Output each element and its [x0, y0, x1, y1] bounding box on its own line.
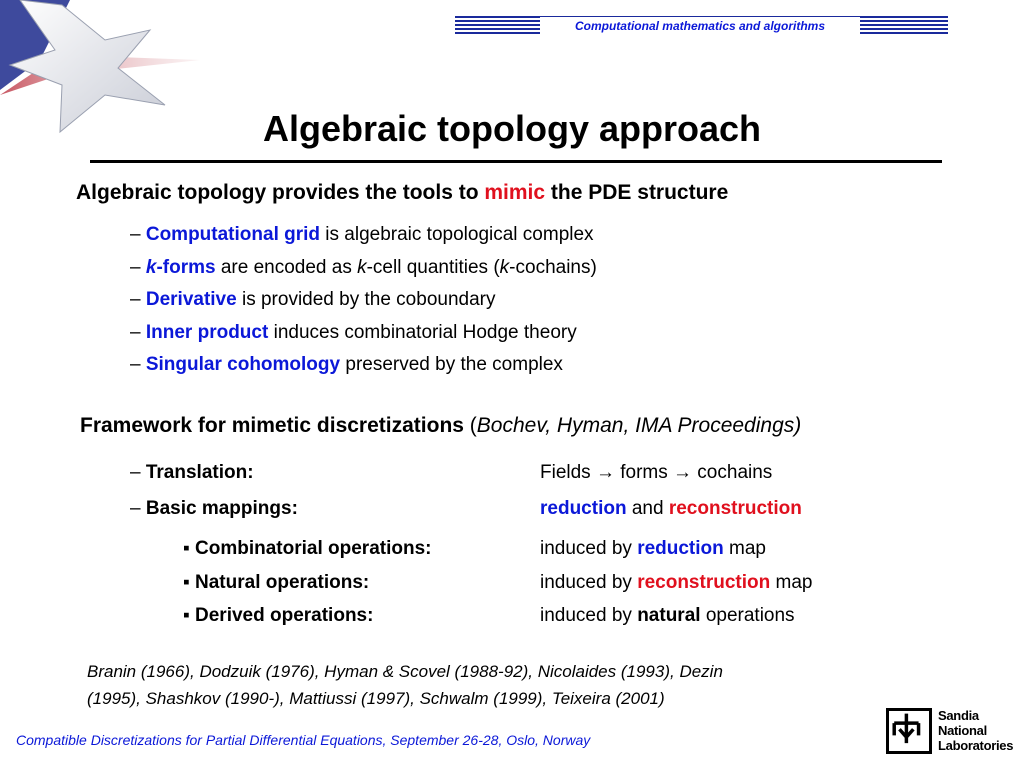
ops-label: ▪ Derived operations:	[183, 605, 374, 626]
mappings-value: reduction and reconstruction	[540, 498, 802, 519]
list-item: – k-forms are encoded as k-cell quantities (k-cochains)	[130, 257, 597, 278]
ops-value: induced by reduction map	[540, 538, 766, 559]
list-item: – Derivative is provided by the coboundary	[130, 289, 496, 310]
thunderbird-icon	[886, 708, 932, 754]
bullet-icon: ▪	[183, 572, 196, 593]
slide-title: Algebraic topology approach	[262, 108, 762, 149]
translation-label: – Translation:	[130, 462, 254, 483]
references	[87, 658, 887, 712]
title-divider	[90, 160, 942, 163]
ops-label: ▪ Combinatorial operations:	[183, 538, 432, 559]
section2-heading: Framework for mimetic discretizations (Bochev, Hyman, IMA Proceedings)	[80, 414, 802, 437]
arrow-icon: →	[595, 462, 615, 483]
ops-value: induced by natural operations	[540, 605, 795, 626]
list-item: – Inner product induces combinatorial Hodge theory	[130, 322, 577, 343]
bullet-icon: ▪	[183, 605, 196, 626]
ops-value: induced by reconstruction map	[540, 572, 813, 593]
list-item: – Singular cohomology preserved by the complex	[130, 354, 563, 375]
ops-label: ▪ Natural operations:	[183, 572, 370, 593]
sandia-logo	[886, 706, 1018, 758]
bullet-icon: ▪	[183, 538, 196, 559]
translation-value: Fields → forms → cochains	[540, 462, 773, 483]
arrow-icon: →	[673, 462, 693, 483]
section1-heading: Algebraic topology provides the tools to mimic the PDE structure	[76, 181, 729, 204]
header-label: Computational mathematics and algorithms	[540, 17, 860, 35]
mappings-label: – Basic mappings:	[130, 498, 298, 519]
reference-line: (1995), Shashkov (1990-), Mattiussi (1997), Schwalm (1999), Teixeira (2001)	[87, 689, 665, 708]
reference-line: Branin (1966), Dodzuik (1976), Hyman & Scovel (1988-92), Nicolaides (1993), Dezin	[87, 662, 723, 681]
footer-text: Compatible Discretizations for Partial Differential Equations, September 26-28, Oslo, Norway	[16, 732, 591, 748]
list-item: – Computational grid is algebraic topological complex	[130, 224, 594, 245]
sandia-name: Sandia National Laboratories	[938, 708, 1014, 753]
